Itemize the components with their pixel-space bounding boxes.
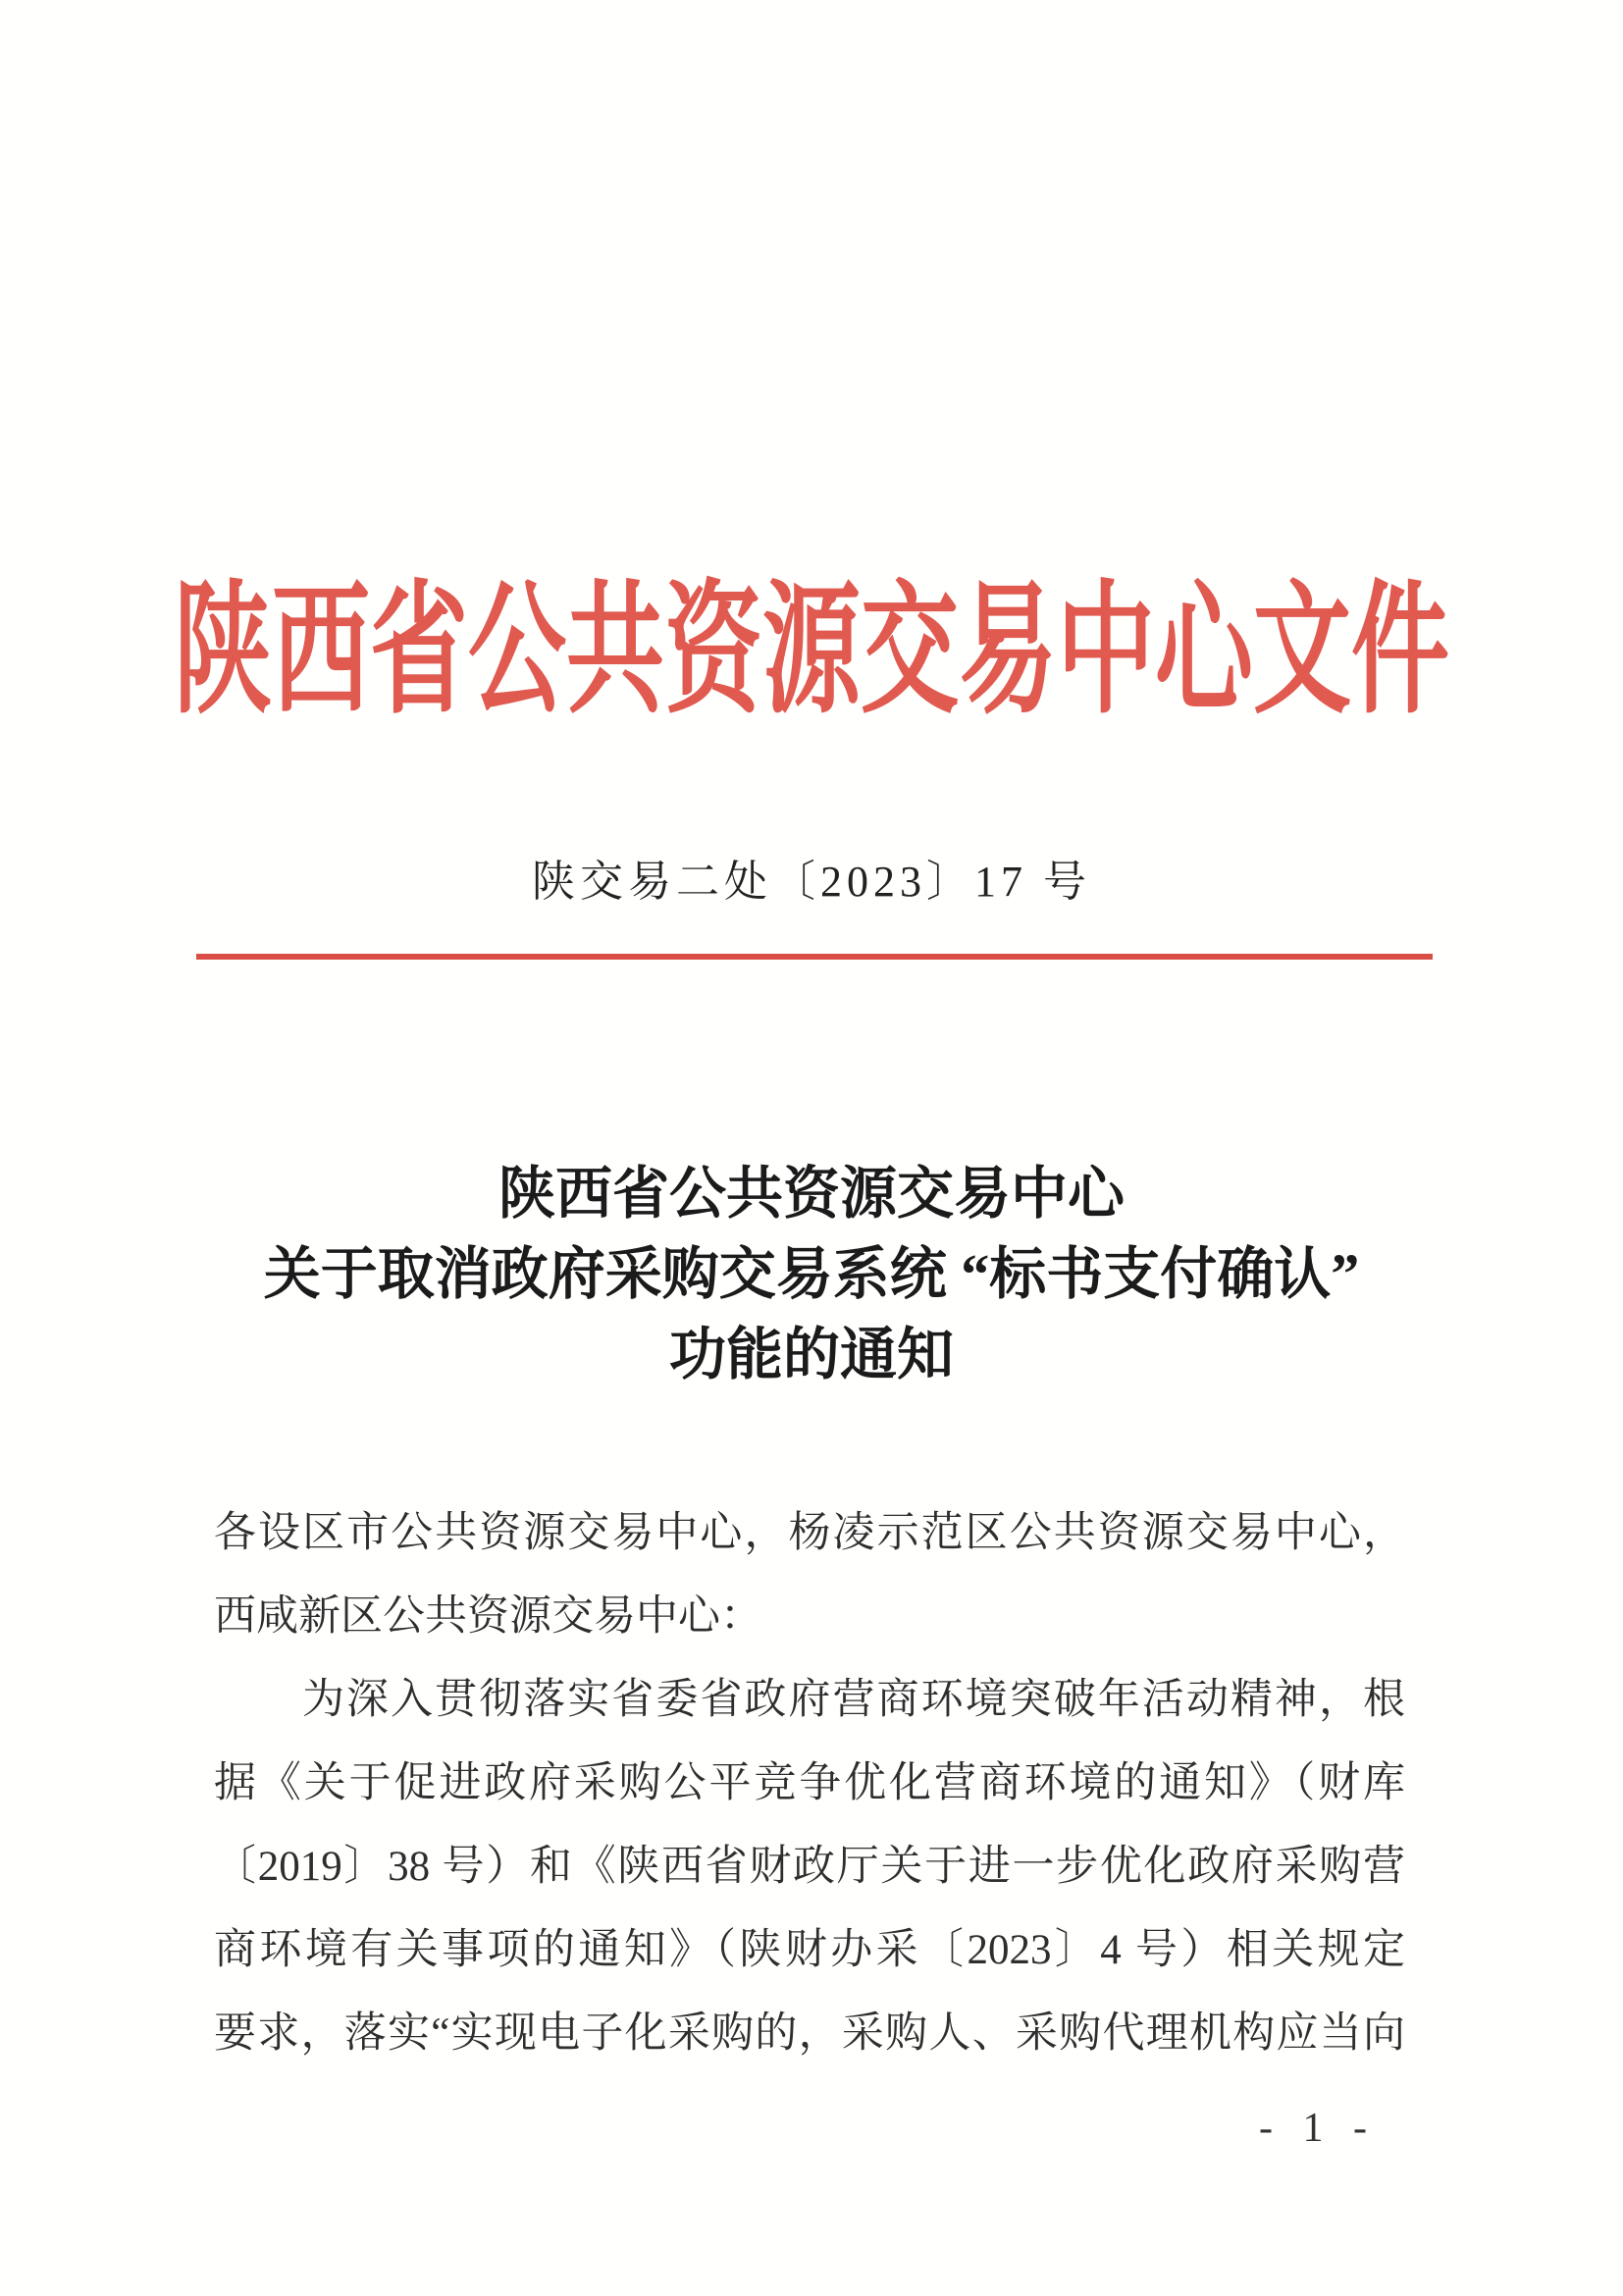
notice-title-line-2: 关于取消政府采购交易系统 “标书支付确认” [263,1242,1360,1306]
body-line: 要求，落实“实现电子化采购的，采购人、采购代理机构应当向 [214,2010,1405,2057]
body-line: 为深入贯彻落实省委省政府营商环境突破年活动精神，根 [302,1677,1405,1723]
red-divider-line [196,954,1433,960]
notice-body [214,1491,1405,2075]
body-line: 商环境有关事项的通知》（陕财办采〔2023〕4 号）相关规定 [214,1927,1405,1973]
document-number: 陕交易二处〔2023〕17 号 [532,858,1091,906]
notice-title [0,1154,1623,1395]
notice-title-line-3: 功能的通知 [668,1323,954,1386]
body-line: 各设区市公共资源交易中心，杨凌示范区公共资源交易中心， [214,1510,1405,1556]
body-line: 西咸新区公共资源交易中心： [214,1593,762,1640]
notice-title-line-1: 陕西省公共资源交易中心 [497,1162,1125,1226]
document-header [0,557,1623,731]
body-line: 据《关于促进政府采购公平竞争优化营商环境的通知》（财库 [214,1760,1405,1806]
body-line: 〔2019〕38 号）和《陕西省财政厅关于进一步优化政府采购营 [214,1844,1405,1890]
document-header-title: 陕西省公共资源交易中心文件 [174,571,1449,731]
page-number: - 1 - [1259,2106,1377,2151]
